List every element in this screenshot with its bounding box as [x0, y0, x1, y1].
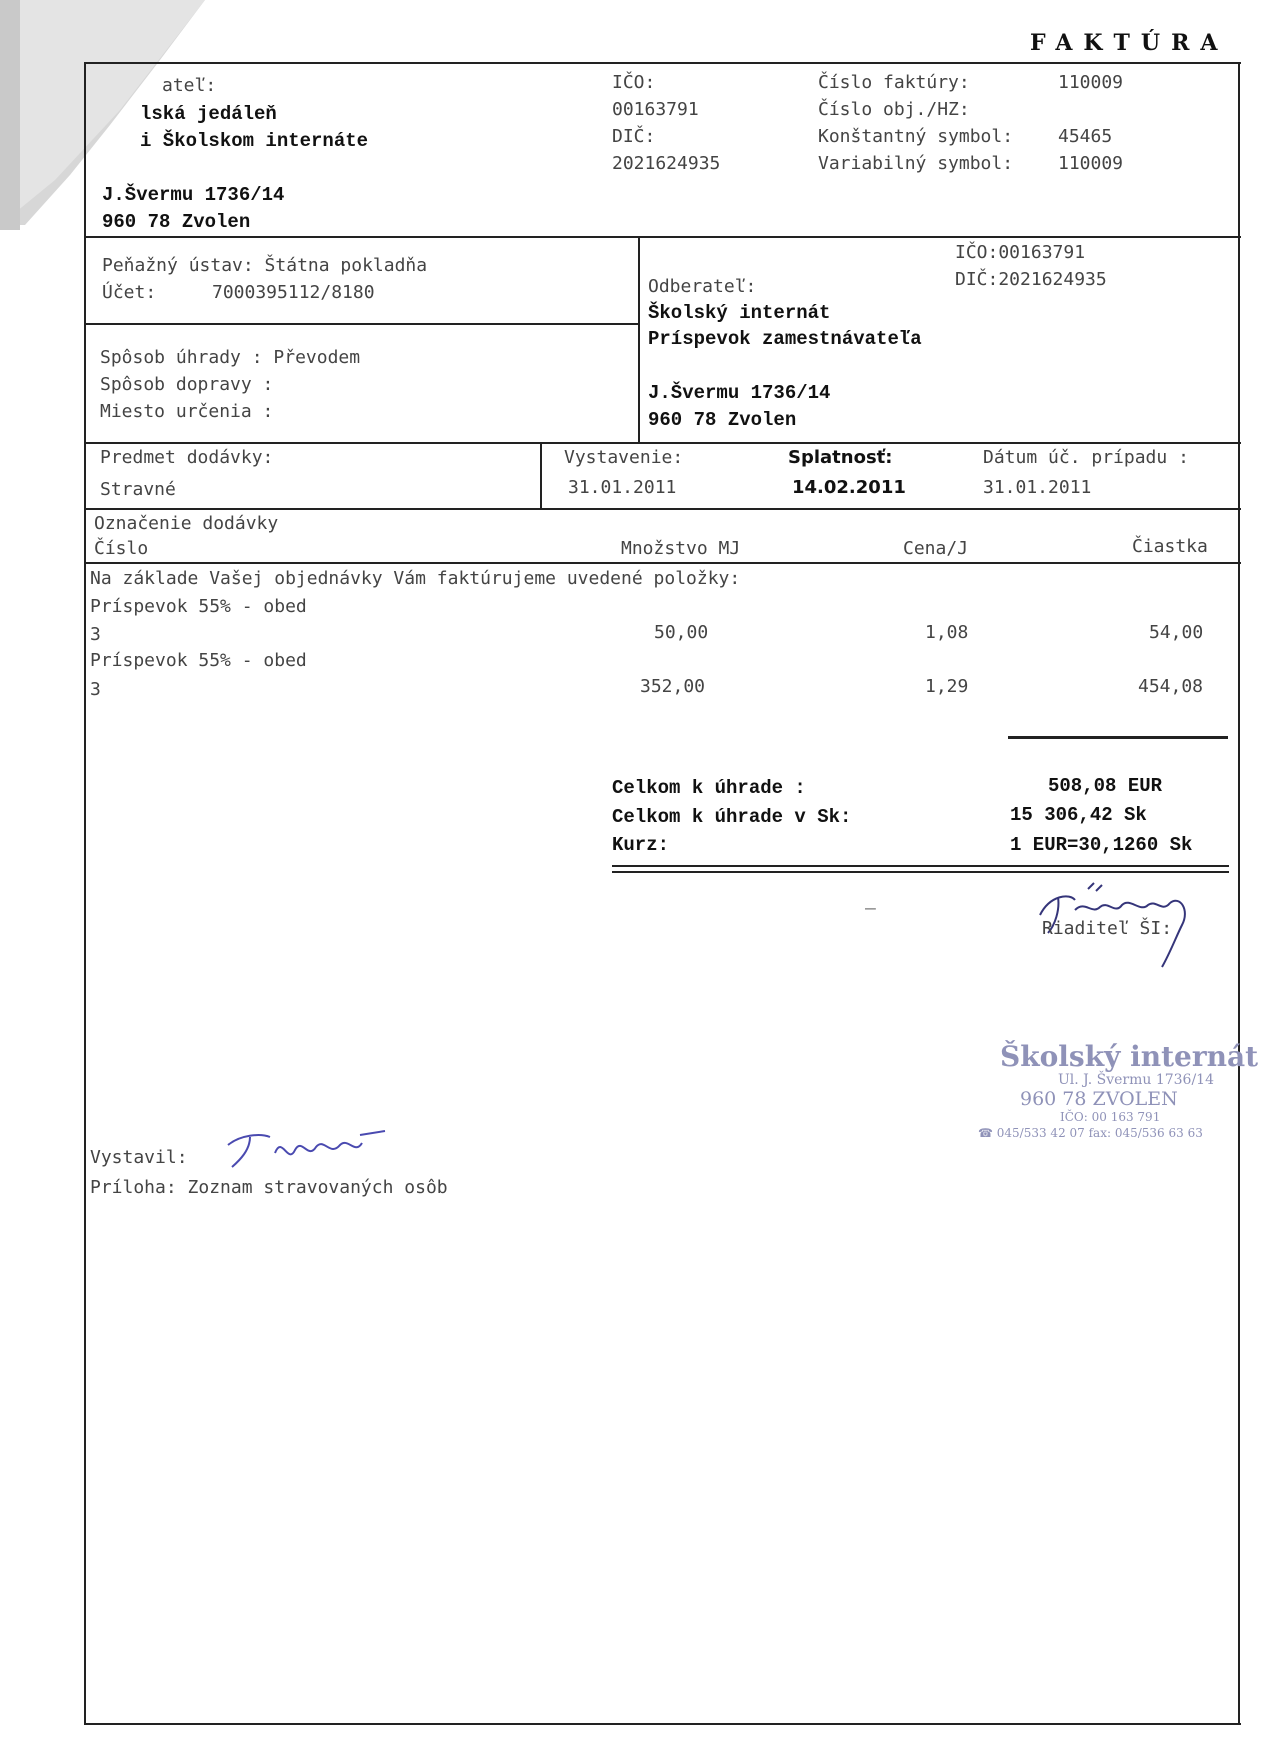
item-qty: 352,00: [640, 676, 706, 697]
customer-label: Odberateľ:: [648, 276, 757, 297]
subtotal-rule: [1008, 736, 1228, 739]
total-double-rule-2: [612, 871, 1229, 873]
bank-line: Peňažný ústav: Štátna pokladňa: [102, 255, 428, 276]
items-qty-header: Množstvo MJ: [621, 538, 741, 559]
item-code: 3: [90, 624, 101, 645]
dash-mark: –: [865, 898, 876, 919]
divider-2: [84, 442, 1241, 444]
item-qty: 50,00: [654, 622, 709, 643]
supplier-city: 960 78 Zvolen: [102, 211, 251, 233]
rate-label: Kurz:: [612, 834, 670, 856]
frame-bottom: [84, 1723, 1241, 1725]
items-designation-header: Označenie dodávky: [94, 513, 279, 534]
supplier-name-1: lská jedáleň: [140, 103, 277, 125]
stamp-line5: ☎ 045/533 42 07 fax: 045/536 63 63: [978, 1126, 1203, 1140]
frame-left: [84, 62, 86, 1725]
total-sk-value: 15 306,42 Sk: [1010, 804, 1147, 826]
var-symbol-label: Variabilný symbol:: [818, 153, 1014, 174]
tax-date: 31.01.2011: [983, 477, 1092, 498]
item-name: Príspevok 55% - obed: [90, 596, 307, 617]
divider-vertical-1: [638, 236, 640, 443]
tax-date-label: Dátum úč. prípadu :: [983, 447, 1189, 468]
issued-label: Vystavenie:: [564, 447, 684, 468]
subject: Stravné: [100, 479, 176, 500]
stamp-line1: Školský internát: [1000, 1040, 1259, 1073]
divider-1: [84, 236, 1241, 238]
invoice-no-label: Číslo faktúry:: [818, 72, 970, 93]
frame-right: [1238, 62, 1240, 1725]
const-symbol-label: Konštantný symbol:: [818, 126, 1014, 147]
item-name: Príspevok 55% - obed: [90, 650, 307, 671]
stamp-line3: 960 78 ZVOLEN: [1020, 1088, 1178, 1110]
customer-name-2: Príspevok zamestnávateľa: [648, 328, 922, 350]
invoice-title: FAKTÚRA: [1030, 30, 1229, 56]
attachment-note: Príloha: Zoznam stravovaných osôb: [90, 1177, 448, 1198]
total-double-rule-1: [612, 865, 1229, 867]
issued-date: 31.01.2011: [568, 477, 677, 498]
director-label: Riaditeľ ŠI:: [1042, 918, 1173, 939]
total-value: 508,08 EUR: [1048, 775, 1163, 797]
supplier-ico-label: IČO:: [612, 72, 656, 93]
customer-city: 960 78 Zvolen: [648, 409, 797, 431]
customer-name: Školský internát: [648, 302, 831, 324]
item-code: 3: [90, 679, 101, 700]
items-number-header: Číslo: [94, 538, 149, 559]
supplier-label: ateľ:: [162, 75, 217, 96]
supplier-dic-label: DIČ:: [612, 126, 656, 147]
order-no-label: Číslo obj./HZ:: [818, 99, 970, 120]
items-amount-header: Čiastka: [1132, 536, 1208, 557]
total-sk-label: Celkom k úhrade v Sk:: [612, 806, 852, 828]
item-amount: 54,00: [1149, 622, 1204, 643]
customer-ico: IČO:00163791: [955, 242, 1086, 263]
destination: Miesto určenia :: [100, 401, 274, 422]
account-number: 7000395112/8180: [212, 282, 375, 303]
divider-3: [84, 508, 1241, 510]
customer-dic: DIČ:2021624935: [955, 269, 1107, 290]
divider-vertical-2: [540, 442, 542, 508]
stamp-line2: Ul. J. Švermu 1736/14: [1058, 1072, 1214, 1088]
invoice-no: 110009: [1058, 72, 1124, 93]
var-symbol: 110009: [1058, 153, 1124, 174]
frame-top: [84, 62, 1241, 64]
total-label: Celkom k úhrade :: [612, 777, 806, 799]
stamp-line4: IČO: 00 163 791: [1060, 1110, 1161, 1124]
const-symbol: 45465: [1058, 126, 1113, 147]
transport-method: Spôsob dopravy :: [100, 374, 274, 395]
items-intro: Na základe Vašej objednávky Vám faktúrujeme uvedené položky:: [90, 568, 741, 589]
item-price: 1,29: [925, 676, 969, 697]
items-price-header: Cena/J: [903, 538, 969, 559]
customer-street: J.Švermu 1736/14: [648, 382, 831, 404]
issued-by-label: Vystavil:: [90, 1147, 188, 1168]
due-label: Splatnosť:: [788, 447, 893, 468]
supplier-ico: 00163791: [612, 99, 699, 120]
issuer-signature: [220, 1125, 390, 1175]
item-price: 1,08: [925, 622, 969, 643]
item-amount: 454,08: [1138, 676, 1204, 697]
subject-label: Predmet dodávky:: [100, 447, 274, 468]
supplier-street: J.Švermu 1736/14: [102, 184, 285, 206]
divider-items: [84, 562, 1241, 564]
due-date: 14.02.2011: [792, 477, 906, 498]
rate-value: 1 EUR=30,1260 Sk: [1010, 834, 1193, 856]
payment-method: Spôsob úhrady : Převodem: [100, 347, 361, 368]
divider-bank: [84, 323, 640, 325]
supplier-dic: 2021624935: [612, 153, 721, 174]
supplier-name-2: i Školskom internáte: [140, 130, 369, 152]
account-label: Účet:: [102, 282, 157, 303]
